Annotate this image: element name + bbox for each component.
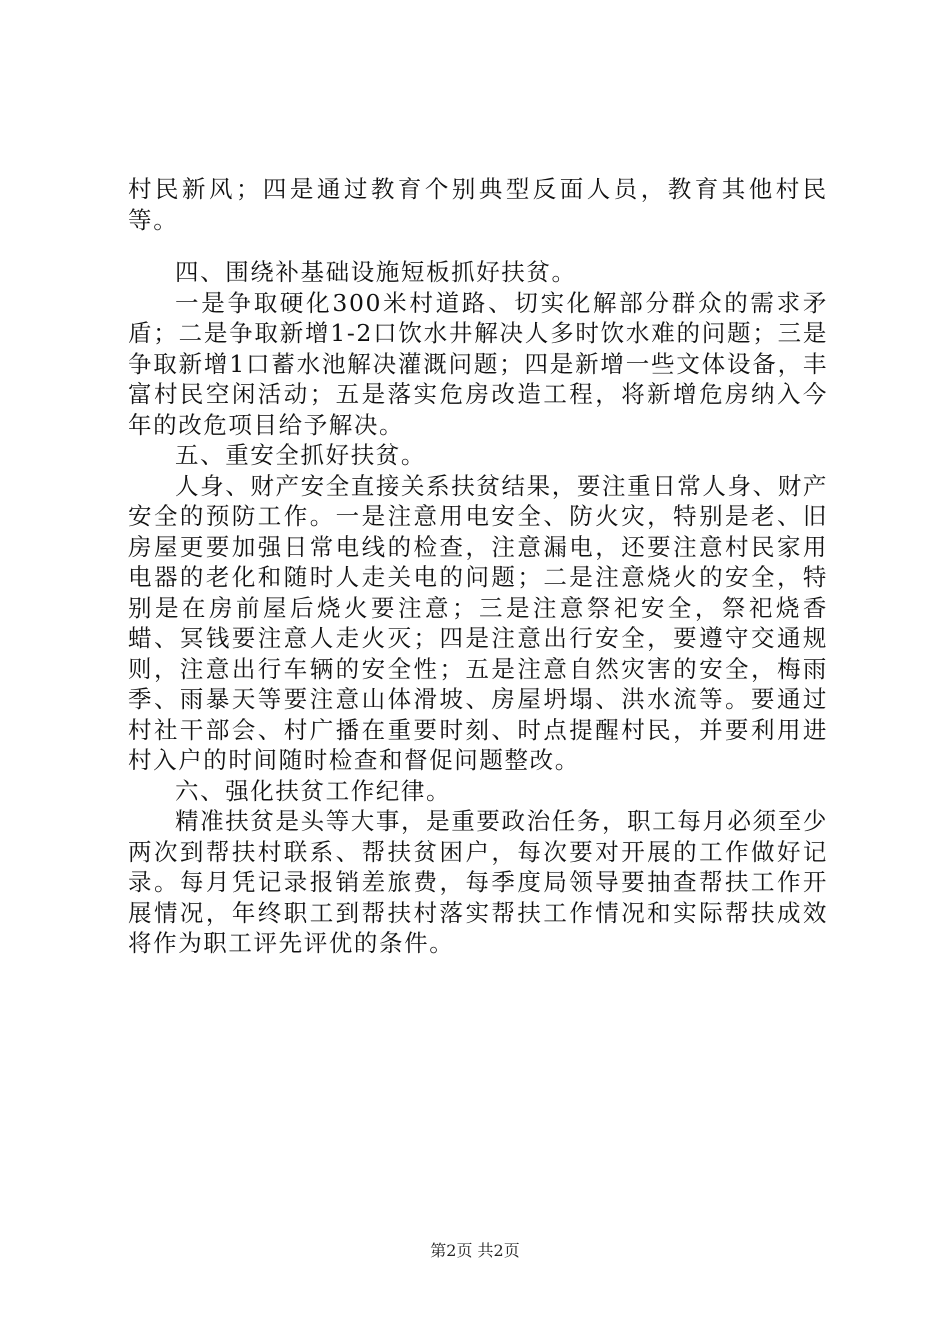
- section-heading-safety: 五、重安全抓好扶贫。: [175, 441, 426, 469]
- paragraph-safety: 人身、财产安全直接关系扶贫结果，要注重日常人身、财产安全的预防工作。一是注意用电安全、防火灾，特别是老、旧房屋更要加强日常电线的检查，注意漏电，还要注意村民家用电器的老化和随时人走关电的问题；二是注意烧火的安全，特别是在房前屋后烧火要注意；三是注意祭祀安全，祭祀烧香蜡、冥钱要注意人走火灭；四是注意出行安全，要遵守交通规则，注意出行车辆的安全性；五是注意自然灾害的安全，梅雨季、雨暴天等要注意山体滑坡、房屋坍塌、洪水流等。要通过村社干部会、村广播在重要时刻、时点提醒村民，并要利用进村入户的时间随时检查和督促问题整改。: [128, 471, 828, 774]
- section-heading-infrastructure: 四、围绕补基础设施短板抓好扶贫。: [175, 258, 577, 286]
- paragraph-infrastructure: 一是争取硬化300米村道路、切实化解部分群众的需求矛盾；二是争取新增1-2口饮水井解决人多时饮水难的问题；三是争取新增1口蓄水池解决灌溉问题；四是新增一些文体设备，丰富村民空闲活动；五是落实危房改造工程，将新增危房纳入今年的改危项目给予解决。: [128, 288, 828, 439]
- paragraph-discipline: 精准扶贫是头等大事，是重要政治任务，职工每月必须至少两次到帮扶村联系、帮扶贫困户，每次要对开展的工作做好记录。每月凭记录报销差旅费，每季度局领导要抽查帮扶工作开展情况，年终职工到帮扶村落实帮扶工作情况和实际帮扶成效将作为职工评先评优的条件。: [128, 807, 828, 957]
- section-heading-discipline: 六、强化扶贫工作纪律。: [175, 776, 452, 805]
- paragraph-continuation: 村民新风；四是通过教育个别典型反面人员，教育其他村民等。: [128, 175, 828, 234]
- page-number-footer: 第2页 共2页: [430, 1241, 520, 1260]
- document-body: [128, 174, 828, 959]
